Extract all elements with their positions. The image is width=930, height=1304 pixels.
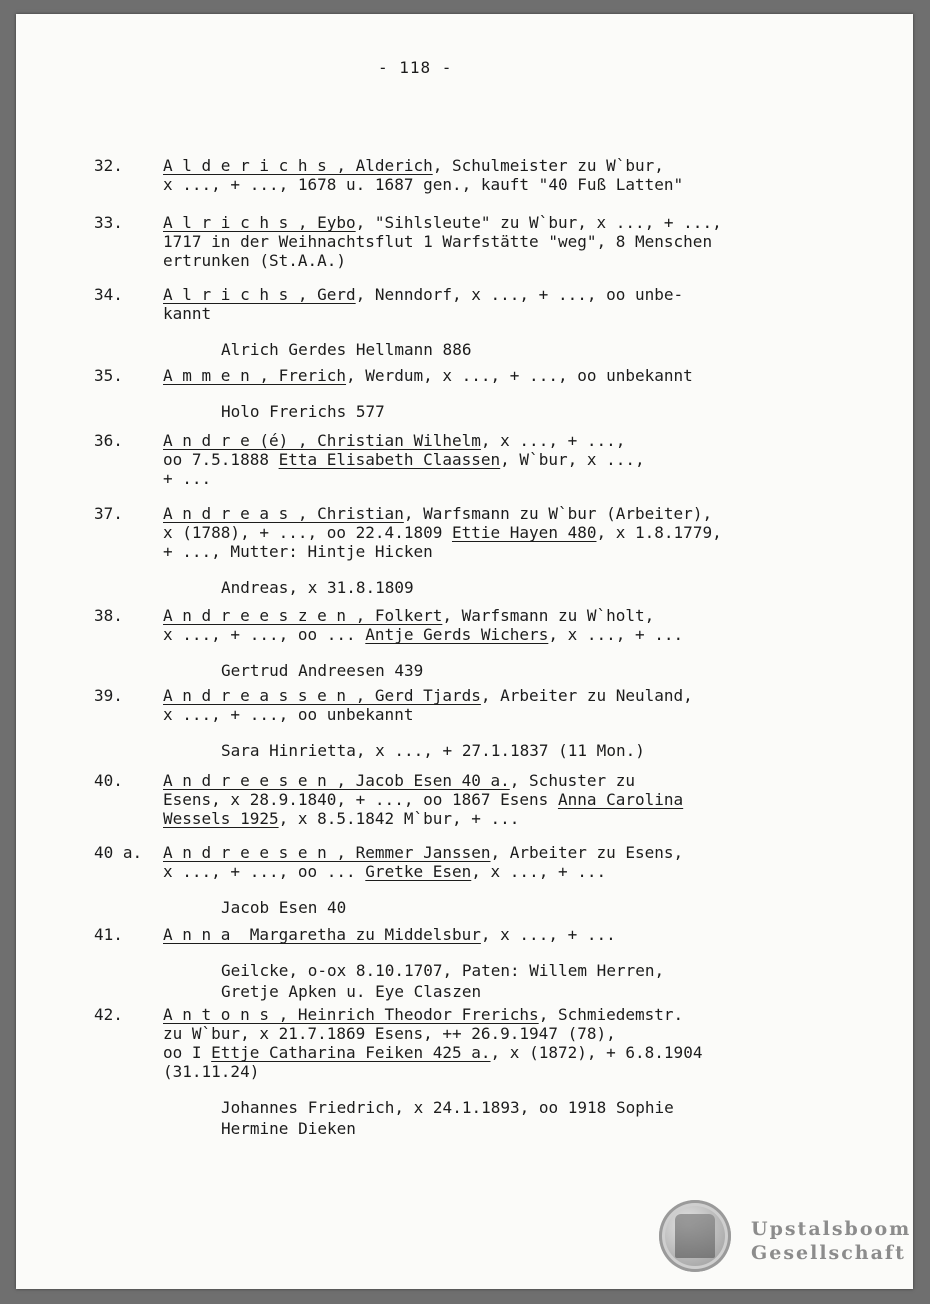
entry-line: [163, 304, 823, 323]
entry-number: 36.: [94, 431, 123, 450]
entry-segment: x (1788), + ..., oo 22.4.1809: [163, 523, 452, 542]
child-line: Andreas, x 31.8.1809: [221, 578, 414, 597]
underlined-name: Gretke Esen: [365, 862, 472, 881]
entry-line: [163, 705, 823, 724]
entry-line: [163, 625, 823, 644]
entry-segment: + ..., Mutter: Hintje Hicken: [163, 542, 433, 561]
entry-segment: x ..., + ..., oo unbekannt: [163, 705, 414, 724]
entry-line: [163, 790, 823, 809]
underlined-name: Wessels 1925: [163, 809, 279, 828]
entry-segment: , Warfsmann zu W`bur (Arbeiter),: [403, 504, 713, 523]
entry-line: [163, 156, 823, 175]
entry-number: 40.: [94, 771, 123, 790]
entry-number: 32.: [94, 156, 123, 175]
entry-segment: , x 1.8.1779,: [596, 523, 722, 542]
entry-line: [163, 431, 823, 450]
child-line: Johannes Friedrich, x 24.1.1893, oo 1918 Sophie: [221, 1098, 674, 1117]
child-line: Gertrud Andreesen 439: [221, 661, 424, 680]
entry-line: [163, 232, 823, 251]
child-note: [221, 1097, 674, 1139]
entry-text: [163, 156, 823, 194]
entry-line: [163, 843, 823, 862]
underlined-name: A n d r e e s z e n , Folkert: [163, 606, 443, 625]
society-logo: [751, 1217, 911, 1265]
entry-segment: Esens, x 28.9.1840, + ..., oo 1867 Esens: [163, 790, 558, 809]
entry-segment: , x ..., + ...: [548, 625, 684, 644]
entry-line: [163, 925, 823, 944]
entry-segment: , W`bur, x ...,: [500, 450, 645, 469]
entry-line: [163, 285, 823, 304]
entry-segment: 1717 in der Weihnachtsflut 1 Warfstätte "weg", 8 Menschen: [163, 232, 713, 251]
underlined-name: Ettie Hayen 480: [451, 523, 597, 542]
entry-text: [163, 925, 823, 944]
underlined-name: A m m e n , Frerich: [163, 366, 347, 385]
child-note: [221, 660, 423, 681]
entry-number: 38.: [94, 606, 123, 625]
entry-segment: ertrunken (St.A.A.): [163, 251, 347, 270]
entry-text: [163, 504, 823, 561]
child-line: Alrich Gerdes Hellmann 886: [221, 340, 472, 359]
entry-text: [163, 285, 823, 323]
entry-segment: x ..., + ..., oo ...: [163, 862, 366, 881]
underlined-name: A n d r e a s s e n , Gerd Tjards: [163, 686, 481, 705]
logo-line-1: Upstalsboom: [751, 1218, 912, 1240]
entry-number: 42.: [94, 1005, 123, 1024]
child-note: [221, 339, 471, 360]
child-line: Sara Hinrietta, x ..., + 27.1.1837 (11 Mon.): [221, 741, 645, 760]
entry-number: 35.: [94, 366, 123, 385]
underlined-name: A l r i c h s , Gerd: [163, 285, 356, 304]
child-note: [221, 577, 414, 598]
entry-segment: x ..., + ..., 1678 u. 1687 gen., kauft "40 Fuß Latten": [163, 175, 684, 194]
entry-line: [163, 213, 823, 232]
child-line: Geilcke, o-ox 8.10.1707, Paten: Willem Herren,: [221, 961, 665, 980]
entry-number: 41.: [94, 925, 123, 944]
entry-line: [163, 1043, 823, 1062]
entry-line: [163, 862, 823, 881]
document-page: [16, 14, 913, 1289]
entry-text: [163, 366, 823, 385]
entry-segment: , x ..., + ...,: [480, 431, 626, 450]
entry-number: 39.: [94, 686, 123, 705]
entry-text: [163, 686, 823, 724]
entry-line: [163, 1005, 823, 1024]
underlined-name: Anna Carolina: [557, 790, 684, 809]
entry-segment: oo I: [163, 1043, 212, 1062]
entry-number: 37.: [94, 504, 123, 523]
entry-segment: , x ..., + ...: [471, 862, 607, 881]
entry-segment: , Arbeiter zu Neuland,: [480, 686, 693, 705]
entry-line: [163, 175, 823, 194]
entry-line: [163, 771, 823, 790]
entry-segment: , Werdum, x ..., + ..., oo unbekannt: [346, 366, 693, 385]
child-line: Gretje Apken u. Eye Claszen: [221, 982, 482, 1001]
entry-segment: (31.11.24): [163, 1062, 260, 1081]
underlined-name: A l r i c h s , Eybo: [163, 213, 356, 232]
entry-line: [163, 542, 823, 561]
underlined-name: Etta Elisabeth Claassen: [278, 450, 501, 469]
entry-line: [163, 809, 823, 828]
entry-number: 40 a.: [94, 843, 143, 862]
underlined-name: A n d r e e s e n , Jacob Esen 40 a.: [163, 771, 510, 790]
underlined-name: A n t o n s , Heinrich Theodor Frerichs: [163, 1005, 539, 1024]
child-note: [221, 401, 385, 422]
child-line: Holo Frerichs 577: [221, 402, 385, 421]
child-line: Jacob Esen 40: [221, 898, 347, 917]
child-note: [221, 740, 645, 761]
entry-text: [163, 771, 823, 828]
entry-number: 33.: [94, 213, 123, 232]
entry-segment: , x ..., + ...: [480, 925, 616, 944]
entry-line: [163, 1062, 823, 1081]
page-number: - 118 -: [378, 58, 453, 77]
entry-number: 34.: [94, 285, 123, 304]
entry-segment: , Schuster zu: [509, 771, 636, 790]
underlined-name: A n d r e a s , Christian: [163, 504, 404, 523]
entry-text: [163, 1005, 823, 1081]
underlined-name: Ettje Catharina Feiken 425 a.: [211, 1043, 491, 1062]
entry-segment: , Schulmeister zu W`bur,: [432, 156, 664, 175]
entry-segment: , Schmiedemstr.: [538, 1005, 684, 1024]
entry-segment: , Warfsmann zu W`holt,: [442, 606, 655, 625]
entry-segment: , x 8.5.1842 M`bur, + ...: [278, 809, 520, 828]
entry-line: [163, 504, 823, 523]
child-line: Hermine Dieken: [221, 1119, 356, 1138]
entry-line: [163, 366, 823, 385]
entry-segment: , Arbeiter zu Esens,: [490, 843, 684, 862]
entry-segment: , "Sihlsleute" zu W`bur, x ..., + ...,: [355, 213, 722, 232]
entry-segment: + ...: [163, 469, 212, 488]
entry-segment: , x (1872), + 6.8.1904: [490, 1043, 703, 1062]
entry-segment: x ..., + ..., oo ...: [163, 625, 366, 644]
entry-text: [163, 606, 823, 644]
entry-text: [163, 843, 823, 881]
entry-line: [163, 686, 823, 705]
entry-line: [163, 450, 823, 469]
entry-line: [163, 606, 823, 625]
entry-line: [163, 469, 823, 488]
entry-segment: zu W`bur, x 21.7.1869 Esens, ++ 26.9.1947 (78),: [163, 1024, 616, 1043]
underlined-name: A l d e r i c h s , Alderich: [163, 156, 433, 175]
child-note: [221, 897, 346, 918]
underlined-name: A n n a Margaretha zu Middelsbur: [163, 925, 481, 944]
entry-text: [163, 431, 823, 488]
entry-line: [163, 251, 823, 270]
entry-segment: , Nenndorf, x ..., + ..., oo unbe-: [355, 285, 684, 304]
entry-line: [163, 1024, 823, 1043]
entry-segment: oo 7.5.1888: [163, 450, 279, 469]
entry-segment: kannt: [163, 304, 212, 323]
society-seal-icon: [659, 1200, 731, 1272]
underlined-name: Antje Gerds Wichers: [365, 625, 549, 644]
entry-text: [163, 213, 823, 270]
child-note: [221, 960, 664, 1002]
underlined-name: A n d r e e s e n , Remmer Janssen: [163, 843, 491, 862]
underlined-name: A n d r e (é) , Christian Wilhelm: [163, 431, 481, 450]
logo-line-2: Gesellschaft: [751, 1242, 906, 1264]
entry-line: [163, 523, 823, 542]
